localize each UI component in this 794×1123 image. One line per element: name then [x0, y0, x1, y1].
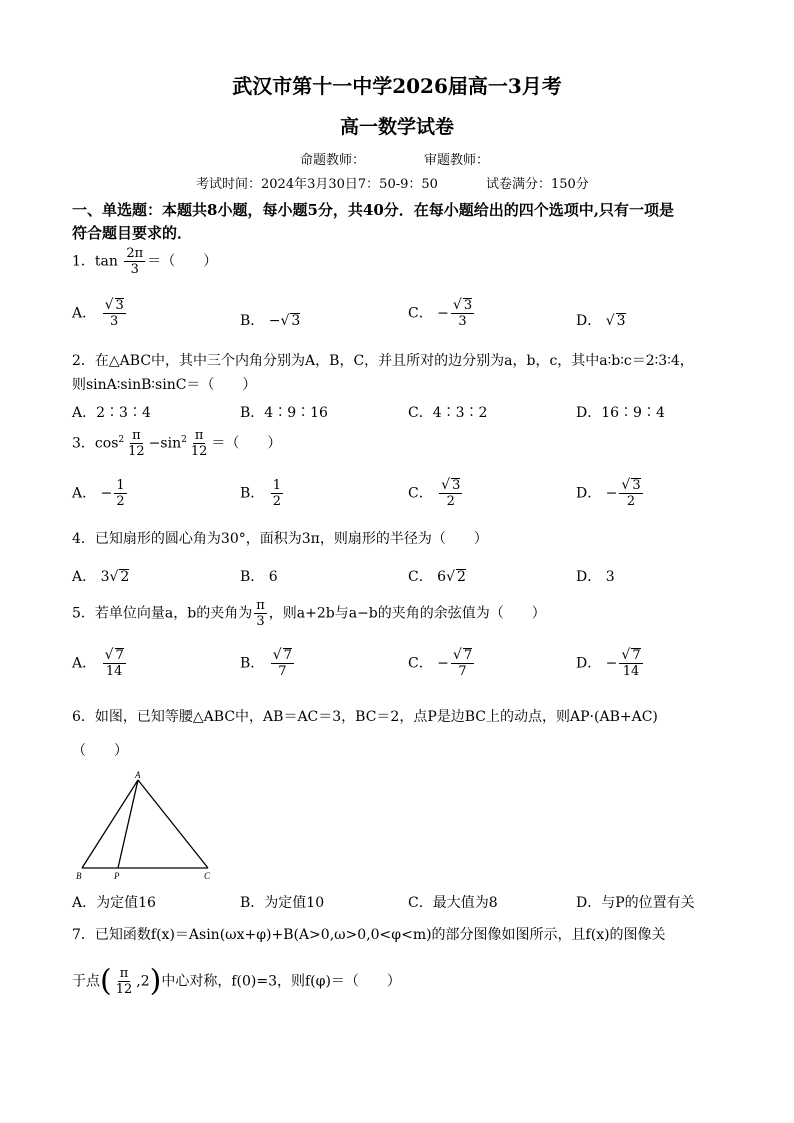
section-heading: 一、单选题：本题共8小题，每小题5分，共40分．在每小题给出的四个选项中,只有一项是 — [72, 201, 674, 219]
q6-option-a[interactable]: A．为定值16 — [72, 895, 156, 911]
q3-option-a[interactable]: A． − $\frac{1}{2}$ — [72, 478, 125, 509]
question-4: 4．已知扇形的圆心角为30°，面积为3π，则扇形的半径为（ ） — [72, 531, 488, 547]
q3-option-c[interactable]: C． $\frac{√ 3}{2}$ — [408, 477, 461, 509]
q1-option-d[interactable]: D． √ 3 — [576, 313, 626, 329]
question-2: 2．在△ABC中，其中三个内角分别为A，B，C，并且所对的边分别为a，b，c，其中a∶b∶c＝2∶3∶4， — [72, 353, 694, 369]
q4-option-b[interactable]: B． 6 — [240, 569, 278, 585]
section-heading-cont: 符合题目要求的． — [72, 224, 193, 242]
full-score: 试卷满分：150分 — [486, 177, 589, 192]
question-6: 6．如图，已知等腰△ABC中，AB＝AC＝3，BC＝2，点P是边BC上的动点，则AP·(AB+AC) — [72, 709, 658, 725]
q4-option-a[interactable]: A． 3√ 2 — [72, 569, 130, 585]
question-3: 3．$\cos^2$ $\frac{\pi}{12}$ $-\sin^2$ $\frac{\pi}{12}$ ＝（ ） — [72, 428, 282, 459]
q2-option-a[interactable]: A．2∶3∶4 — [72, 405, 151, 421]
triangle-figure — [72, 770, 212, 880]
q5-option-d[interactable]: D． − $\frac{√ 7}{14}$ — [576, 647, 641, 679]
q2-option-c[interactable]: C．4∶3∶2 — [408, 405, 488, 421]
side-ab — [82, 780, 138, 868]
q1-option-a[interactable]: A． $\frac{√ 3}{3}$ — [72, 297, 124, 329]
question-6-cont: （ ） — [72, 743, 128, 759]
exam-title: 武汉市第十一中学2026届高一3月考 — [232, 74, 562, 98]
question-7: 7．已知函数f(x)＝Asin(ωx+φ)+B(A>0,ω>0,0<φ<m)的部分图像如图所示，且f(x)的图像关 — [72, 927, 666, 943]
question-1: 1．tan $\frac{2\pi}{3}$ ＝（ ） — [72, 246, 218, 277]
q1-option-c[interactable]: C． − $\frac{√ 3}{3}$ — [408, 297, 473, 329]
q4-option-d[interactable]: D． 3 — [576, 569, 615, 585]
q5-option-a[interactable]: A． $\frac{√ 7}{14}$ — [72, 647, 124, 679]
q6-option-d[interactable]: D．与P的位置有关 — [576, 895, 695, 911]
q5-option-b[interactable]: B． $\frac{√ 7}{7}$ — [240, 647, 292, 679]
q6-option-b[interactable]: B．为定值10 — [240, 895, 325, 911]
q6-option-c[interactable]: C．最大值为8 — [408, 895, 498, 911]
setter-label: 命题教师： — [300, 153, 366, 168]
exam-subtitle: 高一数学试卷 — [339, 116, 454, 138]
question-2-cont: 则sinA∶sinB∶sinC＝（ ） — [72, 377, 257, 393]
label-p: P — [114, 871, 120, 880]
question-5: 5．若单位向量a，b的夹角为 $\frac{\pi}{3}$ ，则a+2b与a−b的夹角的余弦值为（ ） — [72, 598, 546, 629]
q1-option-b[interactable]: B． −√ 3 — [240, 313, 301, 329]
q2-option-d[interactable]: D．16∶9∶4 — [576, 405, 665, 421]
side-ac — [138, 780, 208, 868]
exam-time: 考试时间：2024年3月30日7：50-9：50 — [196, 177, 438, 192]
reviewer-label: 审题教师： — [424, 153, 490, 168]
q4-option-c[interactable]: C． 6√ 2 — [408, 569, 466, 585]
q5-option-c[interactable]: C． − $\frac{√ 7}{7}$ — [408, 647, 473, 679]
label-c: C — [204, 871, 211, 880]
label-a: A — [135, 770, 141, 780]
q3-option-b[interactable]: B． $\frac{1}{2}$ — [240, 478, 282, 509]
segment-ap — [118, 780, 138, 868]
question-7-cont: 于点( $\frac{\pi}{12}$ ,2)中心对称，f(0)=3，则f(φ)＝（ ） — [72, 963, 401, 999]
q3-option-d[interactable]: D． − $\frac{√ 3}{2}$ — [576, 477, 641, 509]
label-b: B — [76, 871, 82, 880]
q2-option-b[interactable]: B．4∶9∶16 — [240, 405, 328, 421]
